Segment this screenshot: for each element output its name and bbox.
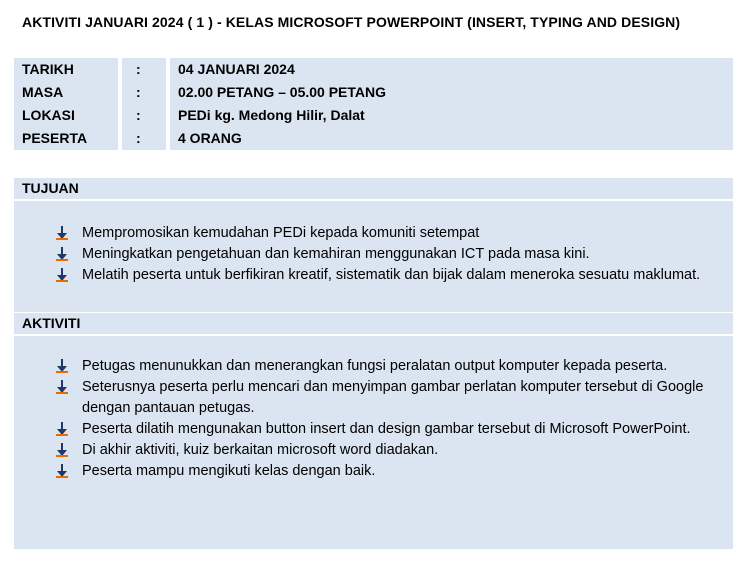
list-item xyxy=(14,265,733,286)
aktiviti-body xyxy=(14,336,733,549)
info-table xyxy=(14,58,733,150)
list-item xyxy=(14,244,733,265)
aktiviti-heading: AKTIVITI xyxy=(14,313,733,335)
info-colon: : xyxy=(122,81,166,104)
list-item-text: Mempromosikan kemudahan PEDi kepada komuniti setempat xyxy=(82,225,480,241)
arrow-down-bullet-icon xyxy=(56,464,68,478)
list-item-text: Seterusnya peserta perlu mencari dan menyimpan gambar perlatan komputer tersebut di Google dengan pantauan petugas. xyxy=(82,379,704,416)
tujuan-heading: TUJUAN xyxy=(14,178,733,200)
info-value: 04 JANUARI 2024 xyxy=(170,58,733,81)
info-row-tarikh xyxy=(14,58,733,81)
list-item xyxy=(14,440,733,461)
list-item xyxy=(14,461,733,482)
info-colon: : xyxy=(122,58,166,81)
info-row-peserta xyxy=(14,127,733,150)
tujuan-body xyxy=(14,201,733,312)
list-item-text: Melatih peserta untuk berfikiran kreatif, sistematik dan bijak dalam meneroka sesuatu maklumat. xyxy=(82,267,701,283)
arrow-down-bullet-icon xyxy=(56,247,68,261)
document-title: AKTIVITI JANUARI 2024 ( 1 ) - KELAS MICROSOFT POWERPOINT (INSERT, TYPING AND DESIGN) xyxy=(22,14,681,30)
arrow-down-bullet-icon xyxy=(56,422,68,436)
list-item xyxy=(14,377,733,419)
info-row-lokasi xyxy=(14,104,733,127)
info-value: 02.00 PETANG – 05.00 PETANG xyxy=(170,81,733,104)
list-item xyxy=(14,419,733,440)
list-item-text: Peserta dilatih mengunakan button insert dan design gambar tersebut di Microsoft PowerPoint. xyxy=(82,421,691,437)
list-item xyxy=(14,356,733,377)
list-item-text: Di akhir aktiviti, kuiz berkaitan microsoft word diadakan. xyxy=(82,442,439,458)
arrow-down-bullet-icon xyxy=(56,443,68,457)
list-item xyxy=(14,223,733,244)
list-item-text: Meningkatkan pengetahuan dan kemahiran menggunakan ICT pada masa kini. xyxy=(82,246,590,262)
arrow-down-bullet-icon xyxy=(56,359,68,373)
info-value: PEDi kg. Medong Hilir, Dalat xyxy=(170,104,733,127)
info-key: PESERTA xyxy=(14,127,118,150)
list-item-text: Peserta mampu mengikuti kelas dengan baik. xyxy=(82,463,376,479)
info-colon: : xyxy=(122,104,166,127)
arrow-down-bullet-icon xyxy=(56,226,68,240)
info-colon: : xyxy=(122,127,166,150)
arrow-down-bullet-icon xyxy=(56,380,68,394)
aktiviti-list xyxy=(14,356,733,482)
list-item-text: Petugas menunukkan dan menerangkan fungsi peralatan output komputer kepada peserta. xyxy=(82,358,668,374)
info-row-masa xyxy=(14,81,733,104)
info-key: LOKASI xyxy=(14,104,118,127)
arrow-down-bullet-icon xyxy=(56,268,68,282)
info-value: 4 ORANG xyxy=(170,127,733,150)
tujuan-list xyxy=(14,223,733,286)
info-key: TARIKH xyxy=(14,58,118,81)
info-key: MASA xyxy=(14,81,118,104)
